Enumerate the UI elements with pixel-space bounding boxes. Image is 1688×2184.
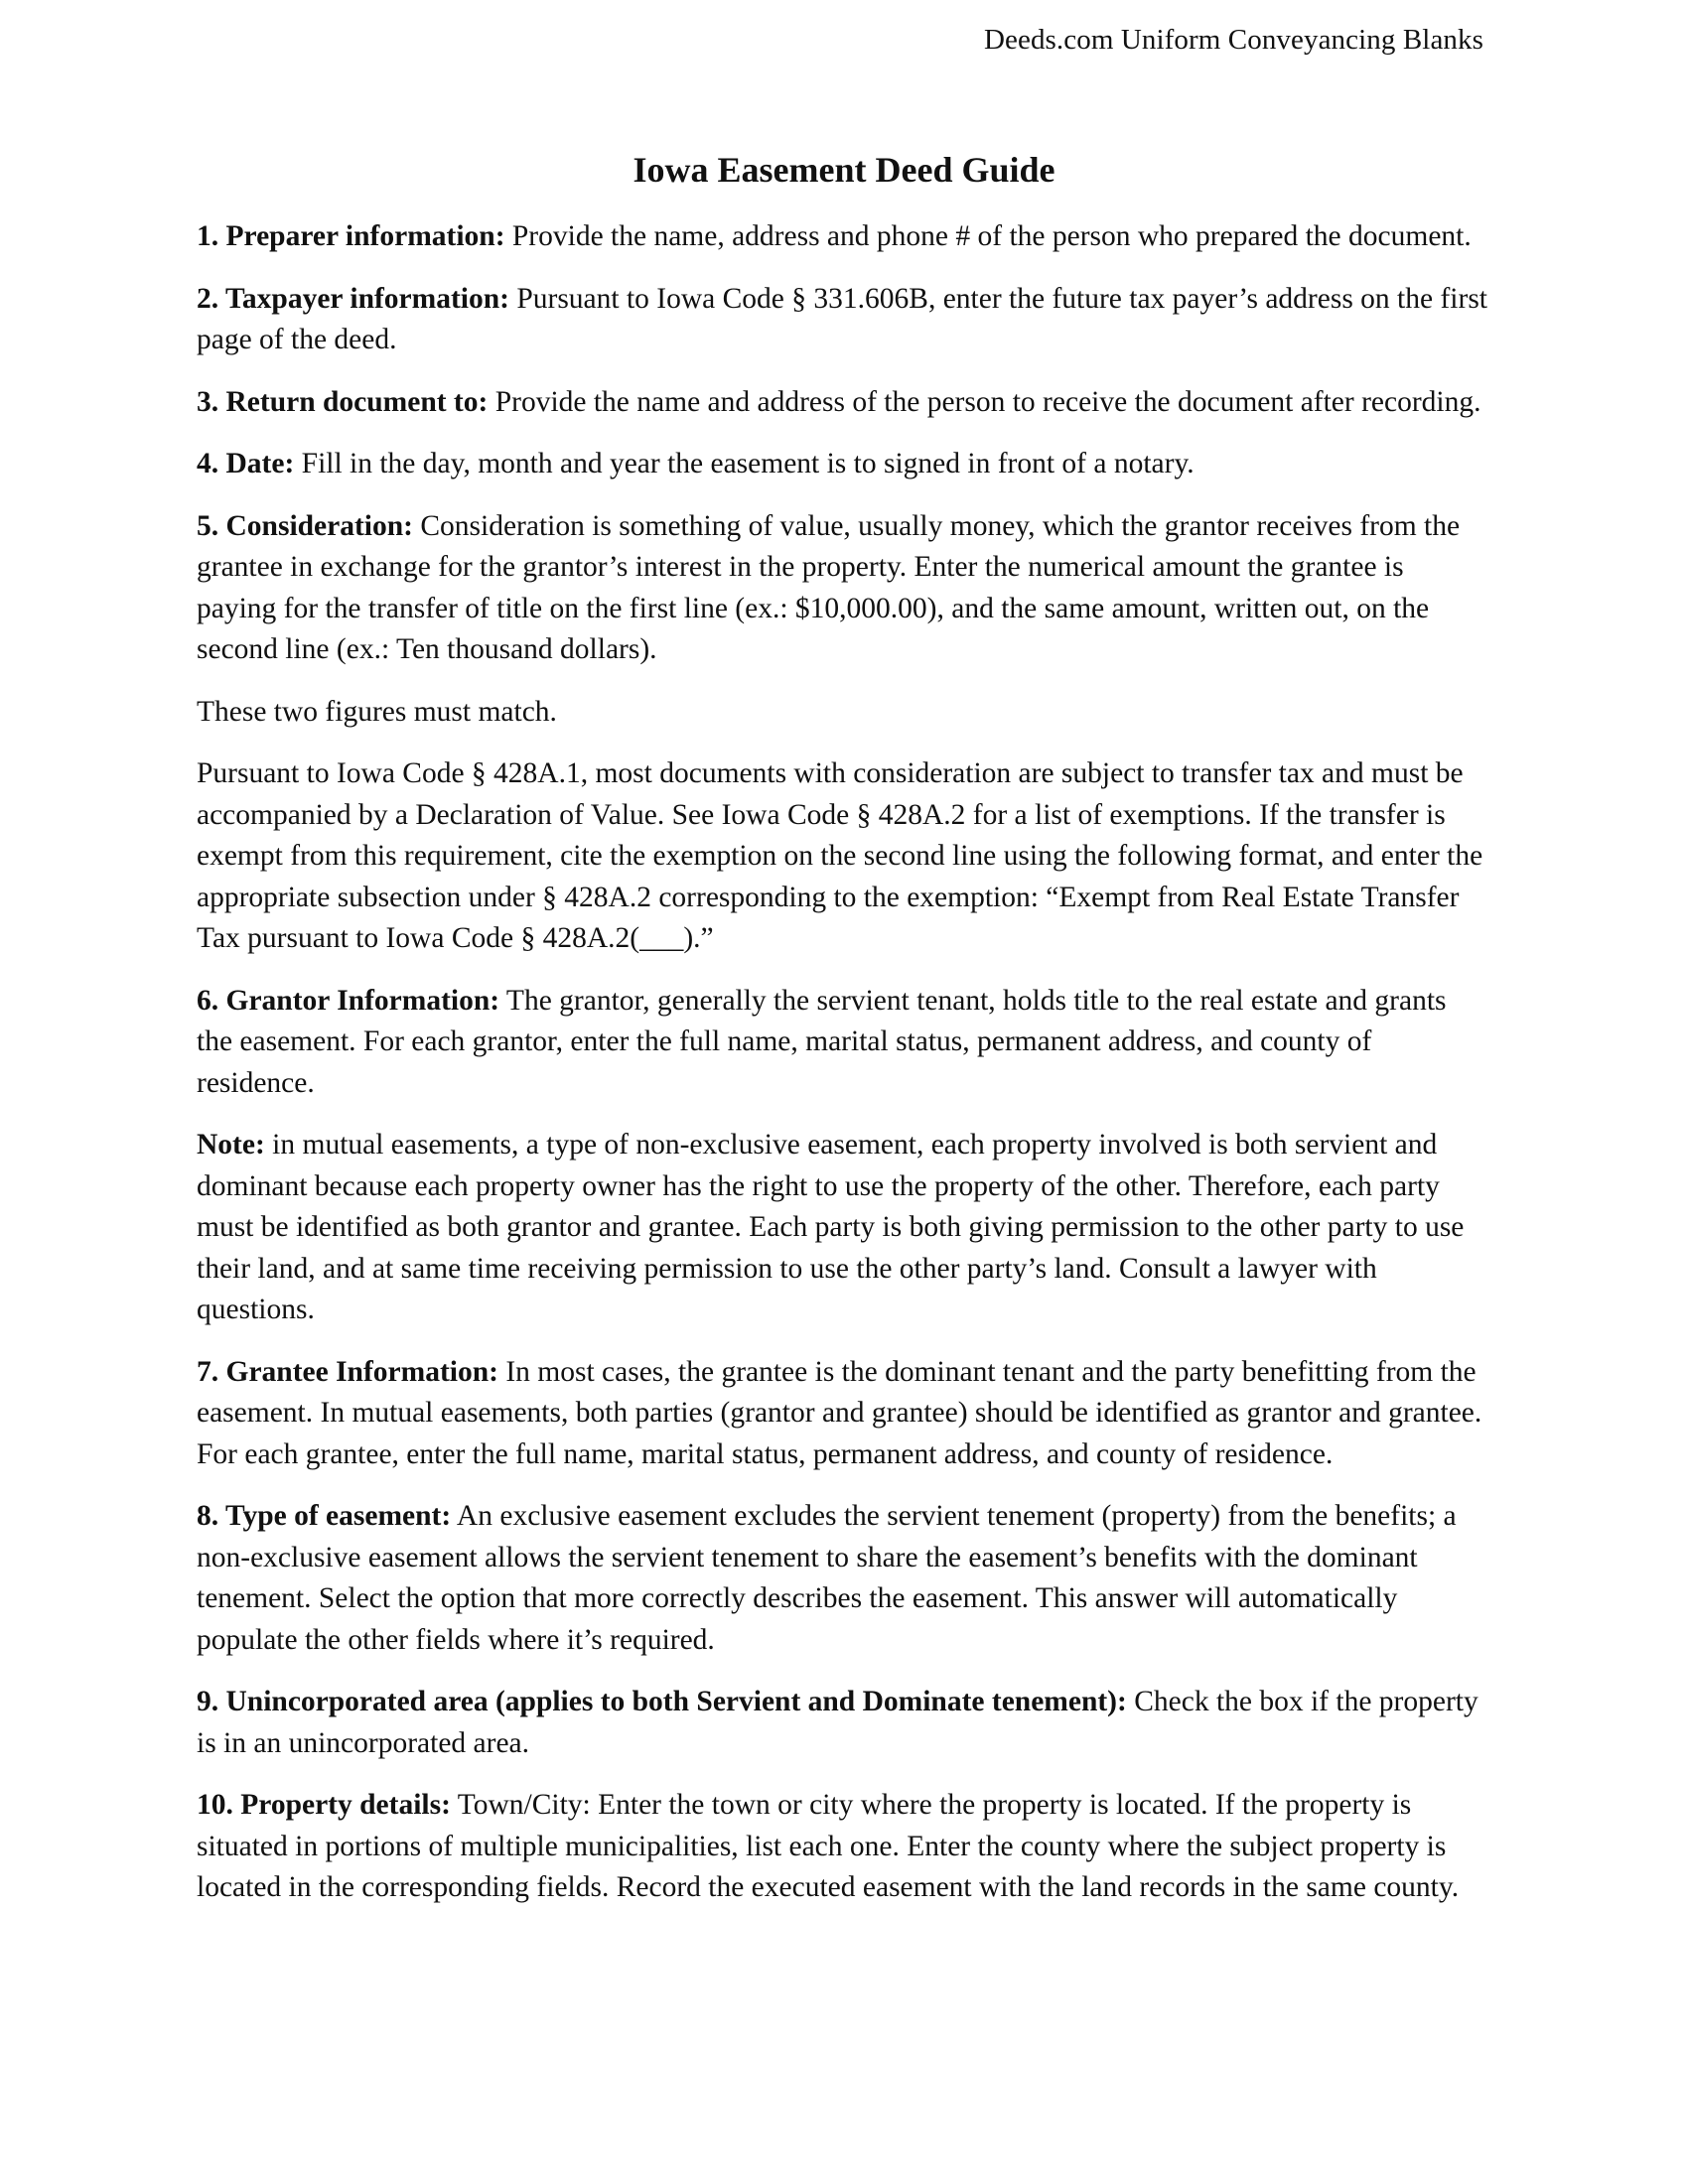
section-grantee-information [197,1352,1487,1476]
section-consideration [197,506,1487,671]
section-label: 6. Grantor Information: [197,984,500,1017]
section-text: An exclusive easement excludes the servient tenement (property) from the benefits; a non-exclusive easement allows the servient tenement to share the easement’s benefits with the dominant tenement. Select the option that more correctly describes the easement. This answer will automatically populate the other fields where it’s required. [197,1500,1457,1656]
header-brand: Deeds.com Uniform Conveyancing Blanks [983,24,1483,56]
section-text: Provide the name, address and phone # of the person who prepared the document. [504,220,1472,252]
paragraph-figures-match [197,692,1487,734]
section-label: 3. Return document to: [197,385,489,418]
section-taxpayer-information [197,279,1487,361]
section-text: Pursuant to Iowa Code § 428A.1, most documents with consideration are subject to transfer tax and must be accompanied by a Declaration of Value. See Iowa Code § 428A.2 for a list of exemptions. If the transfer is exempt from this requirement, cite the exemption on the second line using the following format, and enter the appropriate subsection under § 428A.2 corresponding to the exemption: “Exempt from Real Estate Transfer Tax pursuant to Iowa Code § 428A.2(___).” [197,757,1483,954]
section-text: Provide the name and address of the person to receive the document after recording. [488,385,1481,418]
section-return-document-to [197,382,1487,424]
section-unincorporated-area [197,1682,1487,1764]
guide-body [197,216,1487,1930]
section-label: 2. Taxpayer information: [197,282,509,315]
section-label: Note: [197,1129,265,1160]
section-text: Check the box if the property is in an unincorporated area. [197,1686,1478,1759]
page-title: Iowa Easement Deed Guide [633,150,1055,190]
section-text: Fill in the day, month and year the easement is to signed in front of a notary. [294,448,1195,479]
section-label: 7. Grantee Information: [197,1355,498,1388]
section-label: 1. Preparer information: [197,220,505,252]
section-grantor-information [197,981,1487,1105]
section-label: 10. Property details: [197,1789,451,1821]
section-label: 5. Consideration: [197,509,413,542]
section-label: 4. Date: [197,448,295,479]
section-date [197,444,1487,485]
paragraph-transfer-tax [197,753,1487,960]
section-property-details [197,1785,1487,1909]
section-text: Consideration is something of value, usually money, which the grantor receives from the grantee in exchange for the grantor’s interest in the property. Enter the numerical amount the grantee is paying for the transfer of title on the first line (ex.: $10,000.00), and the same amount, written out, on the second line (ex.: Ten thousand dollars). [197,509,1461,665]
section-text: in mutual easements, a type of non-exclusive easement, each property involved is both servient and dominant because each property owner has the right to use the property of the other. Therefore, each party must be identified as both grantor and grantee. Each party is both giving permission to the other party to use their land, and at same time receiving permission to use the other party’s land. Consult a lawyer with questions. [197,1129,1465,1325]
section-text: Pursuant to Iowa Code § 331.606B, enter the future tax payer’s address on the first page of the deed. [197,282,1487,355]
section-text: In most cases, the grantee is the dominant tenant and the party benefitting from the easement. In mutual easements, both parties (grantor and grantee) should be identified as grantor and grantee. For each grantee, enter the full name, marital status, permanent address, and county of residence. [197,1355,1482,1470]
section-text: The grantor, generally the servient tenant, holds title to the real estate and grants the easement. For each grantor, enter the full name, marital status, permanent address, and county of residence. [197,984,1447,1099]
section-label: 9. Unincorporated area (applies to both Servient and Dominate tenement): [197,1686,1127,1717]
section-text: These two figures must match. [197,695,557,728]
section-note [197,1125,1487,1331]
section-preparer-information [197,216,1487,258]
section-label: 8. Type of easement: [197,1500,452,1532]
section-text: Town/City: Enter the town or city where the property is located. If the property is situated in portions of multiple municipalities, list each one. Enter the county where the subject property is located in the corresponding fields. Record the executed easement with the land records in the same county. [197,1789,1460,1903]
section-type-of-easement [197,1496,1487,1661]
